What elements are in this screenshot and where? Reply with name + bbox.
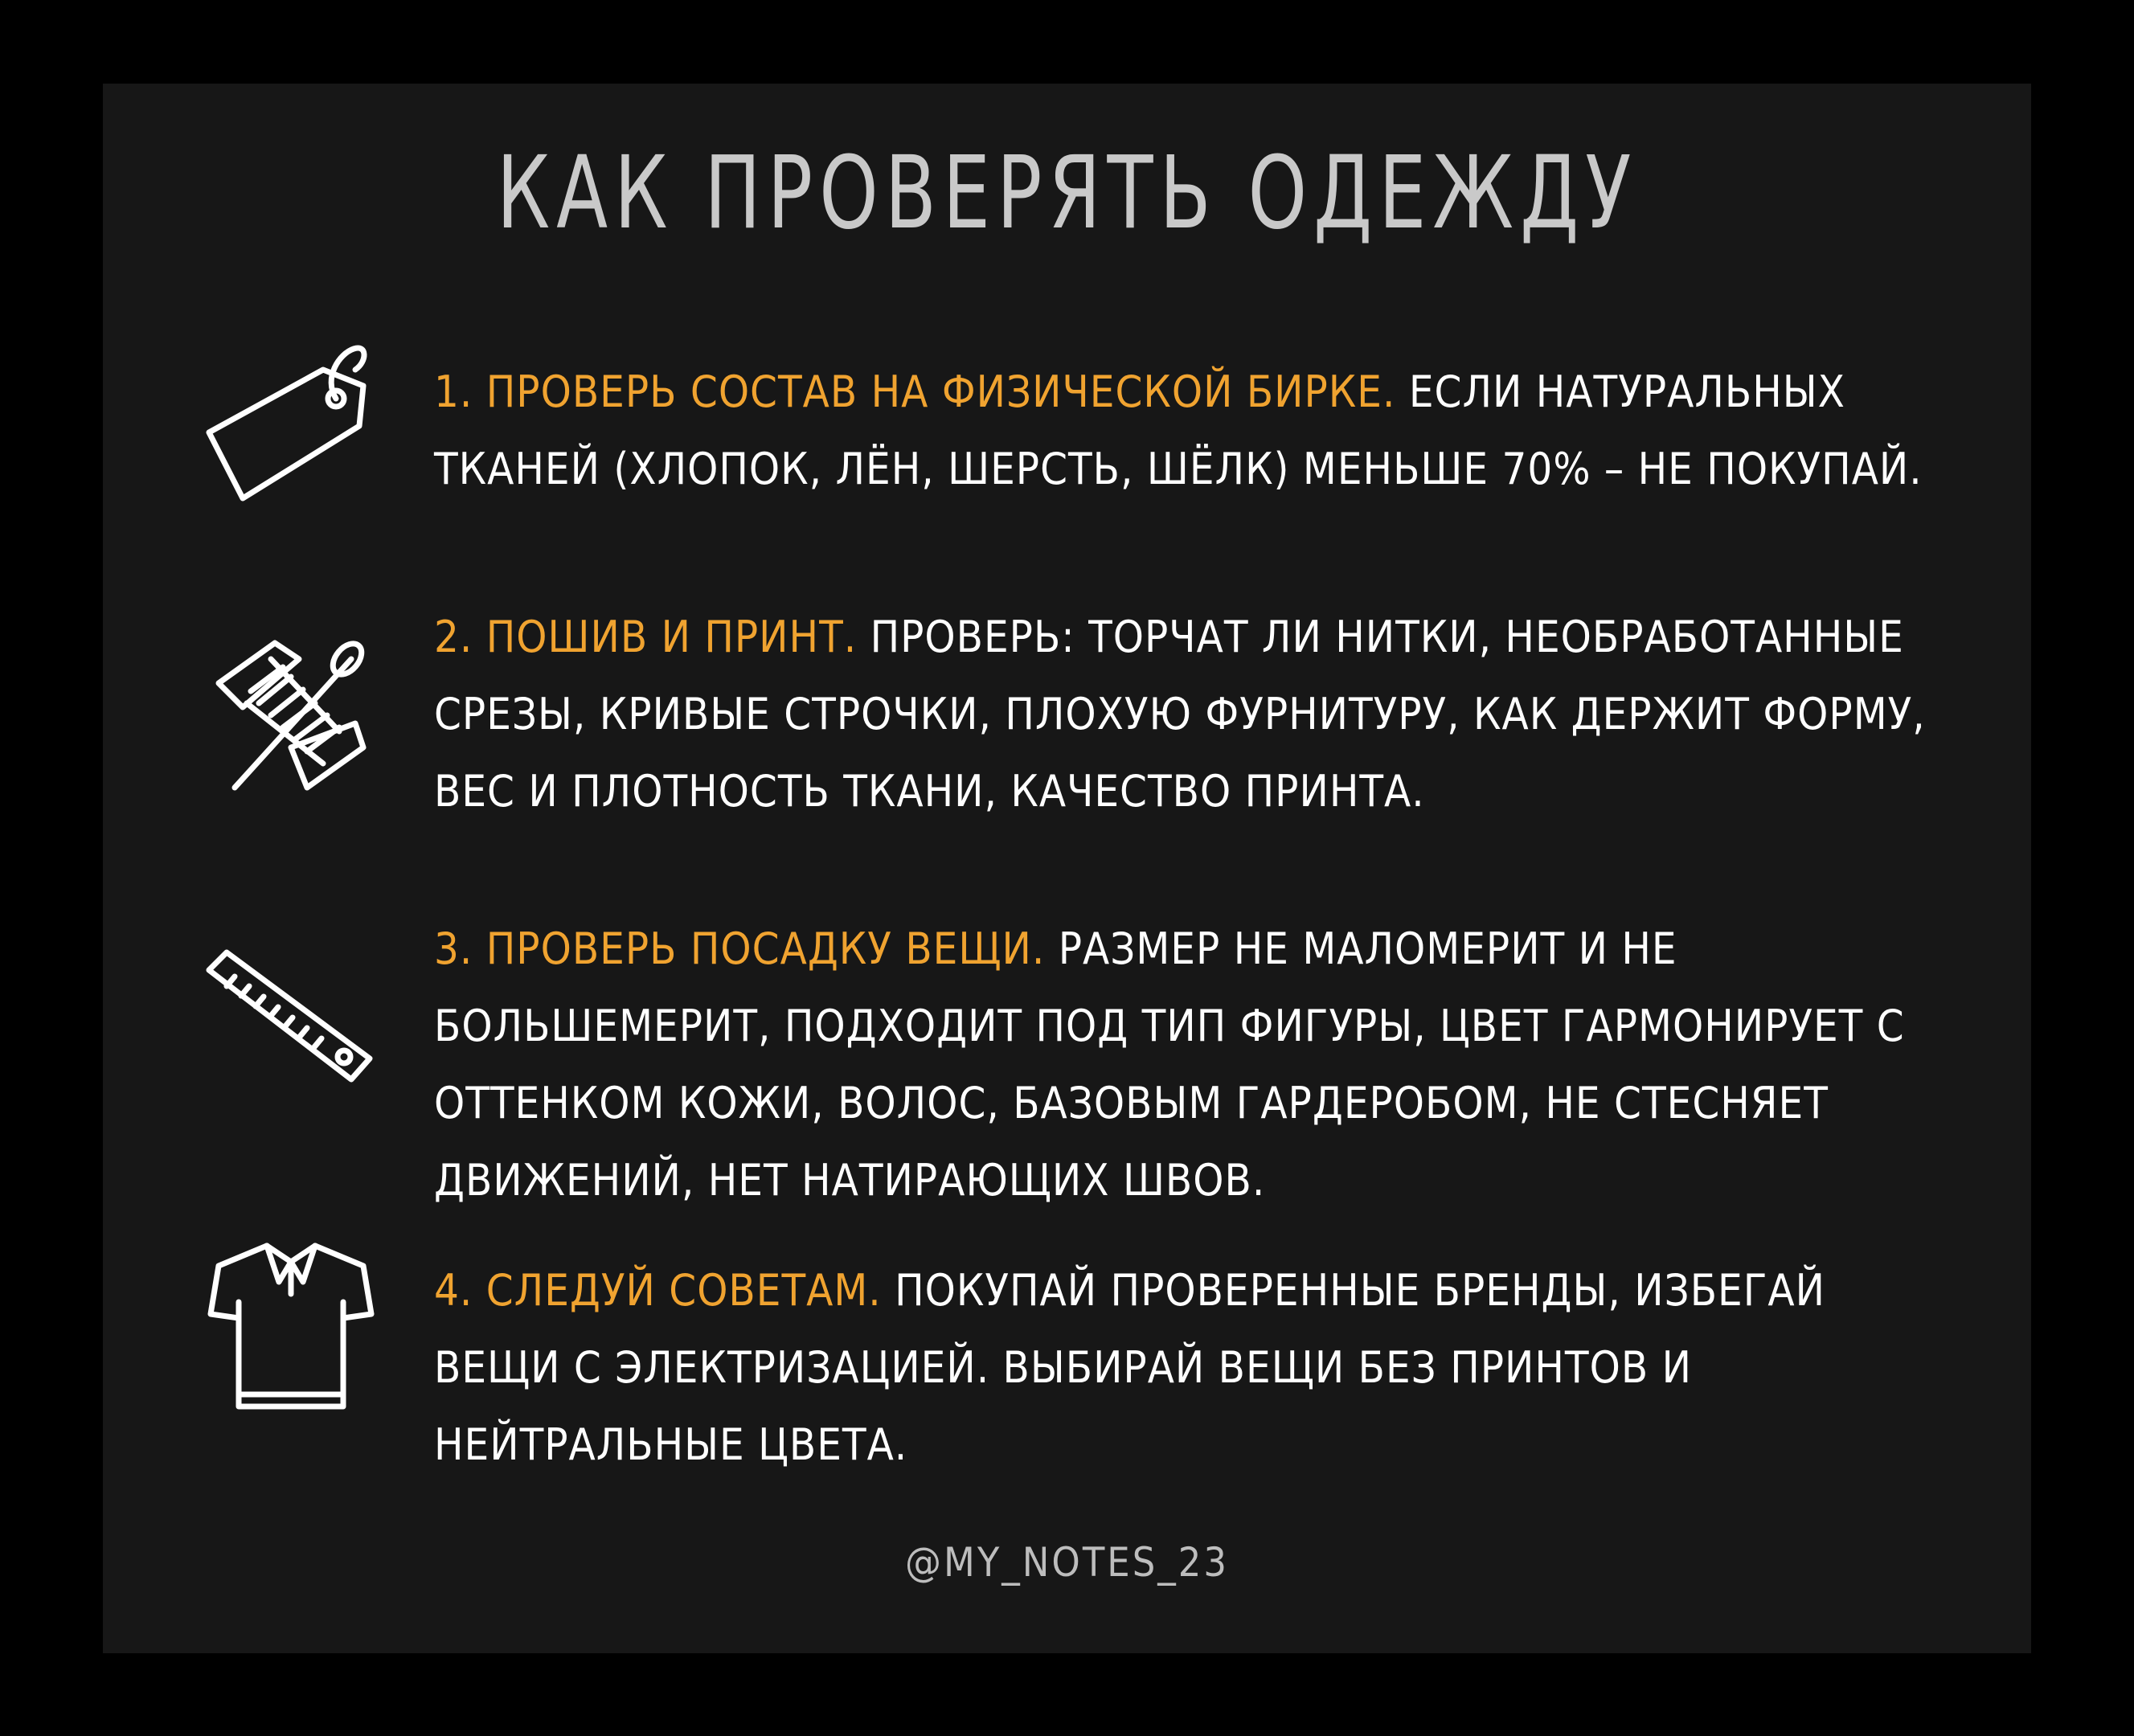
item-1-heading: 1. ПРОВЕРЬ СОСТАВ НА ФИЗИЧЕСКОЙ БИРКЕ. [434,366,1396,417]
page-title: КАК ПРОВЕРЯТЬ ОДЕЖДУ [496,133,1638,252]
polo-shirt-icon [203,1238,379,1415]
item-3-body: РАЗМЕР НЕ МАЛОМЕРИТ И НЕ БОЛЬШЕМЕРИТ, ПОДХОДИТ ПОД ТИП ФИГУРЫ, ЦВЕТ ГАРМОНИРУЕТ С ОТТЕНКОМ КОЖИ, ВОЛОС, БАЗОВЫМ ГАРДЕРОБОМ, НЕ СТЕСНЯЕТ ДВИЖЕНИЙ, НЕТ НАТИРАЮЩИХ ШВОВ. [434,923,1905,1206]
thread-spool-needle-icon [203,627,379,804]
footer-handle: @MY_NOTES_23 [905,1539,1229,1586]
item-2-heading: 2. ПОШИВ И ПРИНТ. [434,612,858,662]
item-2-text [434,599,1945,830]
item-3-text [434,911,1945,1219]
ruler-icon [203,936,379,1113]
item-3-heading: 3. ПРОВЕРЬ ПОСАДКУ ВЕЩИ. [434,923,1046,974]
item-4-heading: 4. СЛЕДУЙ СОВЕТАМ. [434,1265,882,1316]
item-4-body: ПОКУПАЙ ПРОВЕРЕННЫЕ БРЕНДЫ, ИЗБЕГАЙ ВЕЩИ С ЭЛЕКТРИЗАЦИЕЙ. ВЫБИРАЙ ВЕЩИ БЕЗ ПРИНТОВ И НЕЙТРАЛЬНЫЕ ЦВЕТА. [434,1265,1825,1470]
item-2-body: ПРОВЕРЬ: ТОРЧАТ ЛИ НИТКИ, НЕОБРАБОТАННЫЕ СРЕЗЫ, КРИВЫЕ СТРОЧКИ, ПЛОХУЮ ФУРНИТУРУ, КАК ДЕРЖИТ ФОРМУ, ВЕС И ПЛОТНОСТЬ ТКАНИ, КАЧЕСТВО ПРИНТА. [434,612,1926,817]
item-1-text [434,354,1945,508]
item-4-text [434,1252,1945,1484]
tag-icon [203,338,379,514]
item-1-body: ЕСЛИ НАТУРАЛЬНЫХ ТКАНЕЙ (ХЛОПОК, ЛЁН, ШЕРСТЬ, ШЁЛК) МЕНЬШЕ 70% – НЕ ПОКУПАЙ. [434,366,1923,494]
